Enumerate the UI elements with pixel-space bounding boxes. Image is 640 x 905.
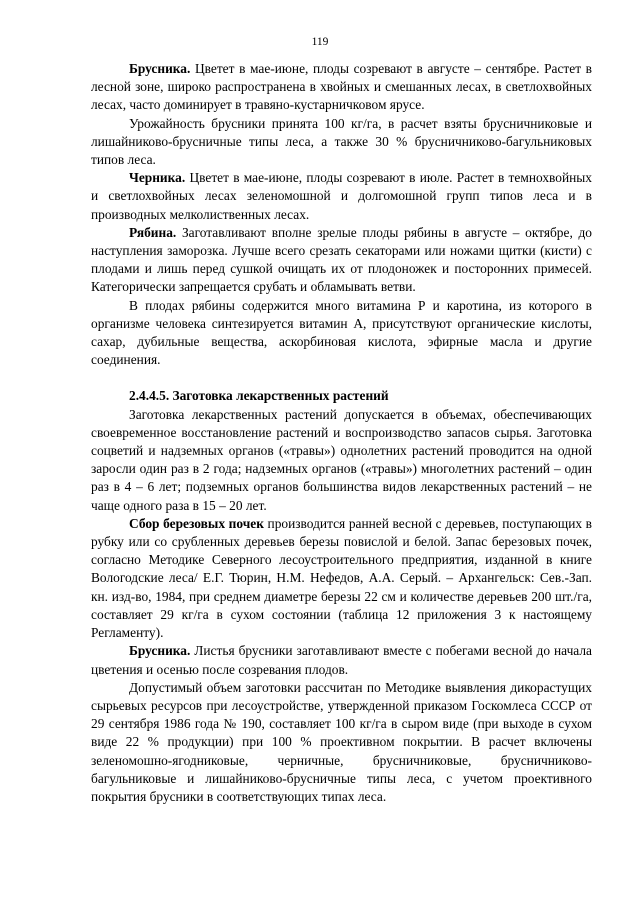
paragraph-birch-buds (91, 515, 592, 642)
text-rowan: Заготавливают вполне зрелые плоды рябины в августе – октябре, до наступления заморозка. Лучше всего срезать секаторами или ножами щитки (кисти) с плодами и лишь перед сушкой очищать их от плодоножек и посторонних примесей. Категорически запрещается срубать и обламывать ветви. (91, 224, 592, 295)
text-medicinal-harvest: Заготовка лекарственных растений допускается в объемах, обеспечивающих своевременное восстановление растений и воспроизводство запасов сырья. Заготовка соцветий и надземных органов («травы») однолетних растений проводится на одной заросли один раз в 2 года; надземных органов («травы») многолетних растений – один раз в 4 – 6 лет; подземных органов большинства видов лекарственных растений – не чаще одного раза в 15 – 20 лет. (91, 406, 592, 513)
section-heading: 2.4.4.5. Заготовка лекарственных растений (129, 388, 389, 404)
text-birch-buds: производится ранней весной с деревьев, поступающих в рубку или со срубленных деревьев березы повислой и белой. Запас березовых почек, согласно Методике Северного лесоустроительного предприятия, изданной в книге Вологодские леса/ Е.Г. Тюрин, Н.М. Нефедов, А.А. Серый. – Архангельск: Сев.-Зап. кн. изд-во, 1984, при среднем диаметре березы 22 см и количестве деревьев 200 шт./га, составляет 29 кг/га в сухом состоянии (таблица 12 приложения 3 к настоящему Регламенту). (91, 515, 592, 641)
text-harvest-volume: Допустимый объем заготовки рассчитан по Методике выявления дикорастущих сырьевых ресурсов при лесоустройстве, утвержденной приказом Госкомлеса СССР от 29 сентября 1986 года № 190, составляет 100 кг/га в сыром виде (при выходе в сухом виде 22 % продукции) при 100 % проективном покрытии. В расчет включены зеленомошно-ягодниковые, черничные, брусничниковые, брусничниково-багульниковые и лишайниково-брусничные типы леса, с учетом проективного покрытия брусники в соответствующих типах леса. (91, 679, 592, 804)
paragraph-rowan (91, 224, 592, 297)
text-blueberry: Цветет в мае-июне, плоды созревают в июле. Растет в темнохвойных и светлохвойных лесах зеленомошной и долгомошной групп типов леса и в производных мелколиственных лесах. (91, 170, 592, 222)
document-body (91, 60, 592, 806)
term-lingonberry: Брусника. (129, 61, 191, 76)
text-lingonberry-yield: Урожайность брусники принята 100 кг/га, в расчет взяты брусничниковые и лишайниково-брусничные типы леса, а также 30 % брусничниково-багульниковых типов леса. (91, 115, 592, 168)
paragraph-harvest-volume (91, 679, 592, 806)
paragraph-rowan-vitamins (91, 297, 592, 370)
paragraph-medicinal-harvest (91, 406, 592, 515)
paragraph-lingonberry (91, 60, 592, 115)
paragraph-lingonberry-yield (91, 115, 592, 170)
term-blueberry: Черника. (129, 170, 186, 186)
paragraph-lingonberry-leaves (91, 642, 592, 678)
page-number: 119 (311, 36, 329, 48)
term-lingonberry-leaves: Брусника. (129, 643, 191, 659)
paragraph-blueberry (91, 169, 592, 224)
text-rowan-vitamins: В плодах рябины содержится много витамина Р и каротина, из которого в организме человека синтезируется витамин А, присутствуют органические кислоты, сахар, дубильные вещества, аскорбиновая кислота, эфирные масла и другие соединения. (91, 297, 592, 368)
text-lingonberry-leaves: Листья брусники заготавливают вместе с побегами весной до начала цветения и осенью после созревания плодов. (91, 643, 592, 677)
term-birch-buds: Сбор березовых почек (129, 515, 264, 531)
text-lingonberry: Цветет в мае-июне, плоды созревают в августе – сентябре. Растет в лесной зоне, широко распространена в хвойных и смешанных лесах, в светлохвойных лесах, часто доминирует в травяно-кустарничковом ярусе. (91, 61, 592, 113)
term-rowan: Рябина. (129, 224, 177, 240)
